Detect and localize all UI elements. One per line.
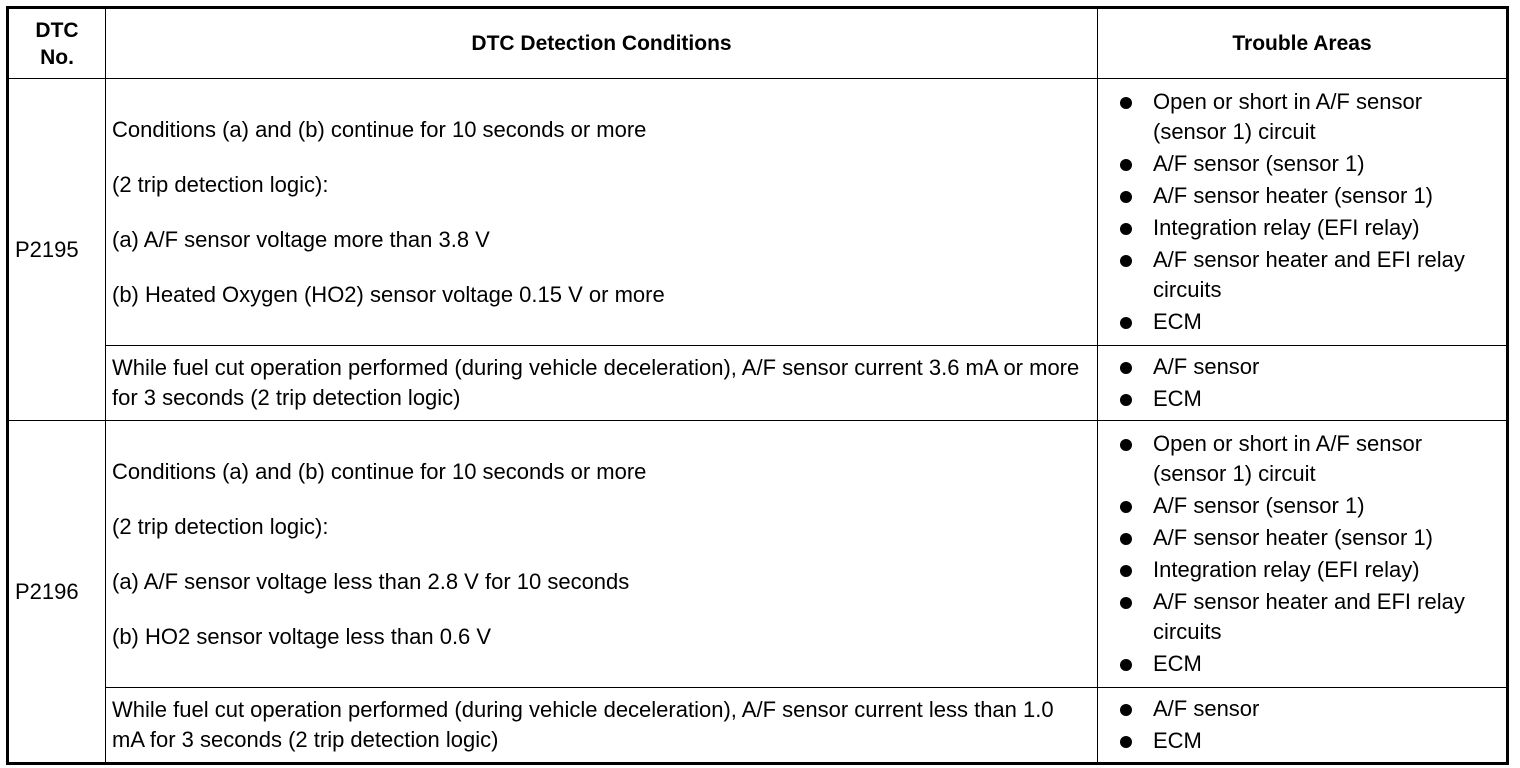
bullet-icon xyxy=(1120,394,1132,406)
bullet-icon xyxy=(1120,597,1132,609)
bullet-icon xyxy=(1120,159,1132,171)
table-row xyxy=(8,421,1508,688)
detection-conditions xyxy=(106,346,1098,421)
list-item: A/F sensor (sensor 1) xyxy=(1098,149,1498,179)
bullet-icon xyxy=(1120,191,1132,203)
list-item: ECM xyxy=(1098,649,1498,679)
bullet-icon xyxy=(1120,501,1132,513)
trouble-area-list xyxy=(1098,694,1506,756)
list-item: A/F sensor heater and EFI relay circuits xyxy=(1098,245,1498,305)
header-trouble-areas: Trouble Areas xyxy=(1098,8,1508,79)
bullet-icon xyxy=(1120,659,1132,671)
list-item: Integration relay (EFI relay) xyxy=(1098,213,1498,243)
detection-conditions xyxy=(106,421,1098,688)
list-item: ECM xyxy=(1098,726,1498,756)
table-row xyxy=(8,79,1508,346)
detection-conditions xyxy=(106,79,1098,346)
list-item: A/F sensor xyxy=(1098,352,1498,382)
detection-conditions xyxy=(106,688,1098,764)
condition-line: (b) HO2 sensor voltage less than 0.6 V xyxy=(112,623,492,649)
bullet-icon xyxy=(1120,533,1132,545)
bullet-icon xyxy=(1120,362,1132,374)
bullet-icon xyxy=(1120,704,1132,716)
list-item: Open or short in A/F sensor (sensor 1) circuit xyxy=(1098,429,1498,489)
trouble-areas xyxy=(1098,688,1508,764)
list-item: A/F sensor heater and EFI relay circuits xyxy=(1098,587,1498,647)
condition-line: Conditions (a) and (b) continue for 10 seconds or more xyxy=(112,116,647,142)
list-item: Integration relay (EFI relay) xyxy=(1098,555,1498,585)
list-item: Open or short in A/F sensor (sensor 1) circuit xyxy=(1098,87,1498,147)
dtc-code: P2196 xyxy=(8,421,106,764)
condition-line: Conditions (a) and (b) continue for 10 seconds or more xyxy=(112,458,647,484)
list-item: ECM xyxy=(1098,384,1498,414)
list-item: ECM xyxy=(1098,307,1498,337)
bullet-icon xyxy=(1120,255,1132,267)
list-item: A/F sensor heater (sensor 1) xyxy=(1098,181,1498,211)
condition-line: (a) A/F sensor voltage more than 3.8 V xyxy=(112,226,490,252)
bullet-icon xyxy=(1120,97,1132,109)
condition-line: (2 trip detection logic): xyxy=(112,171,329,197)
trouble-area-list xyxy=(1098,87,1506,337)
bullet-icon xyxy=(1120,223,1132,235)
condition-line: (a) A/F sensor voltage less than 2.8 V for 10 seconds xyxy=(112,568,630,594)
trouble-areas xyxy=(1098,421,1508,688)
bullet-icon xyxy=(1120,317,1132,329)
header-dtc-no: DTC No. xyxy=(8,8,106,79)
trouble-areas xyxy=(1098,346,1508,421)
condition-line: (2 trip detection logic): xyxy=(112,513,329,539)
trouble-area-list xyxy=(1098,352,1506,414)
bullet-icon xyxy=(1120,736,1132,748)
list-item: A/F sensor heater (sensor 1) xyxy=(1098,523,1498,553)
header-detection-conditions: DTC Detection Conditions xyxy=(106,8,1098,79)
dtc-table xyxy=(6,6,1509,765)
table-row xyxy=(8,346,1508,421)
bullet-icon xyxy=(1120,439,1132,451)
trouble-areas xyxy=(1098,79,1508,346)
table-row xyxy=(8,688,1508,764)
list-item: A/F sensor (sensor 1) xyxy=(1098,491,1498,521)
condition-line: (b) Heated Oxygen (HO2) sensor voltage 0.15 V or more xyxy=(112,281,665,307)
list-item: A/F sensor xyxy=(1098,694,1498,724)
dtc-code: P2195 xyxy=(8,79,106,421)
condition-line: While fuel cut operation performed (during vehicle deceleration), A/F sensor current 3.6 mA or more for 3 seconds (2 trip detection logic) xyxy=(112,355,1080,410)
bullet-icon xyxy=(1120,565,1132,577)
trouble-area-list xyxy=(1098,429,1506,679)
condition-line: While fuel cut operation performed (during vehicle deceleration), A/F sensor current less than 1.0 mA for 3 seconds (2 trip detection logic) xyxy=(112,697,1054,752)
